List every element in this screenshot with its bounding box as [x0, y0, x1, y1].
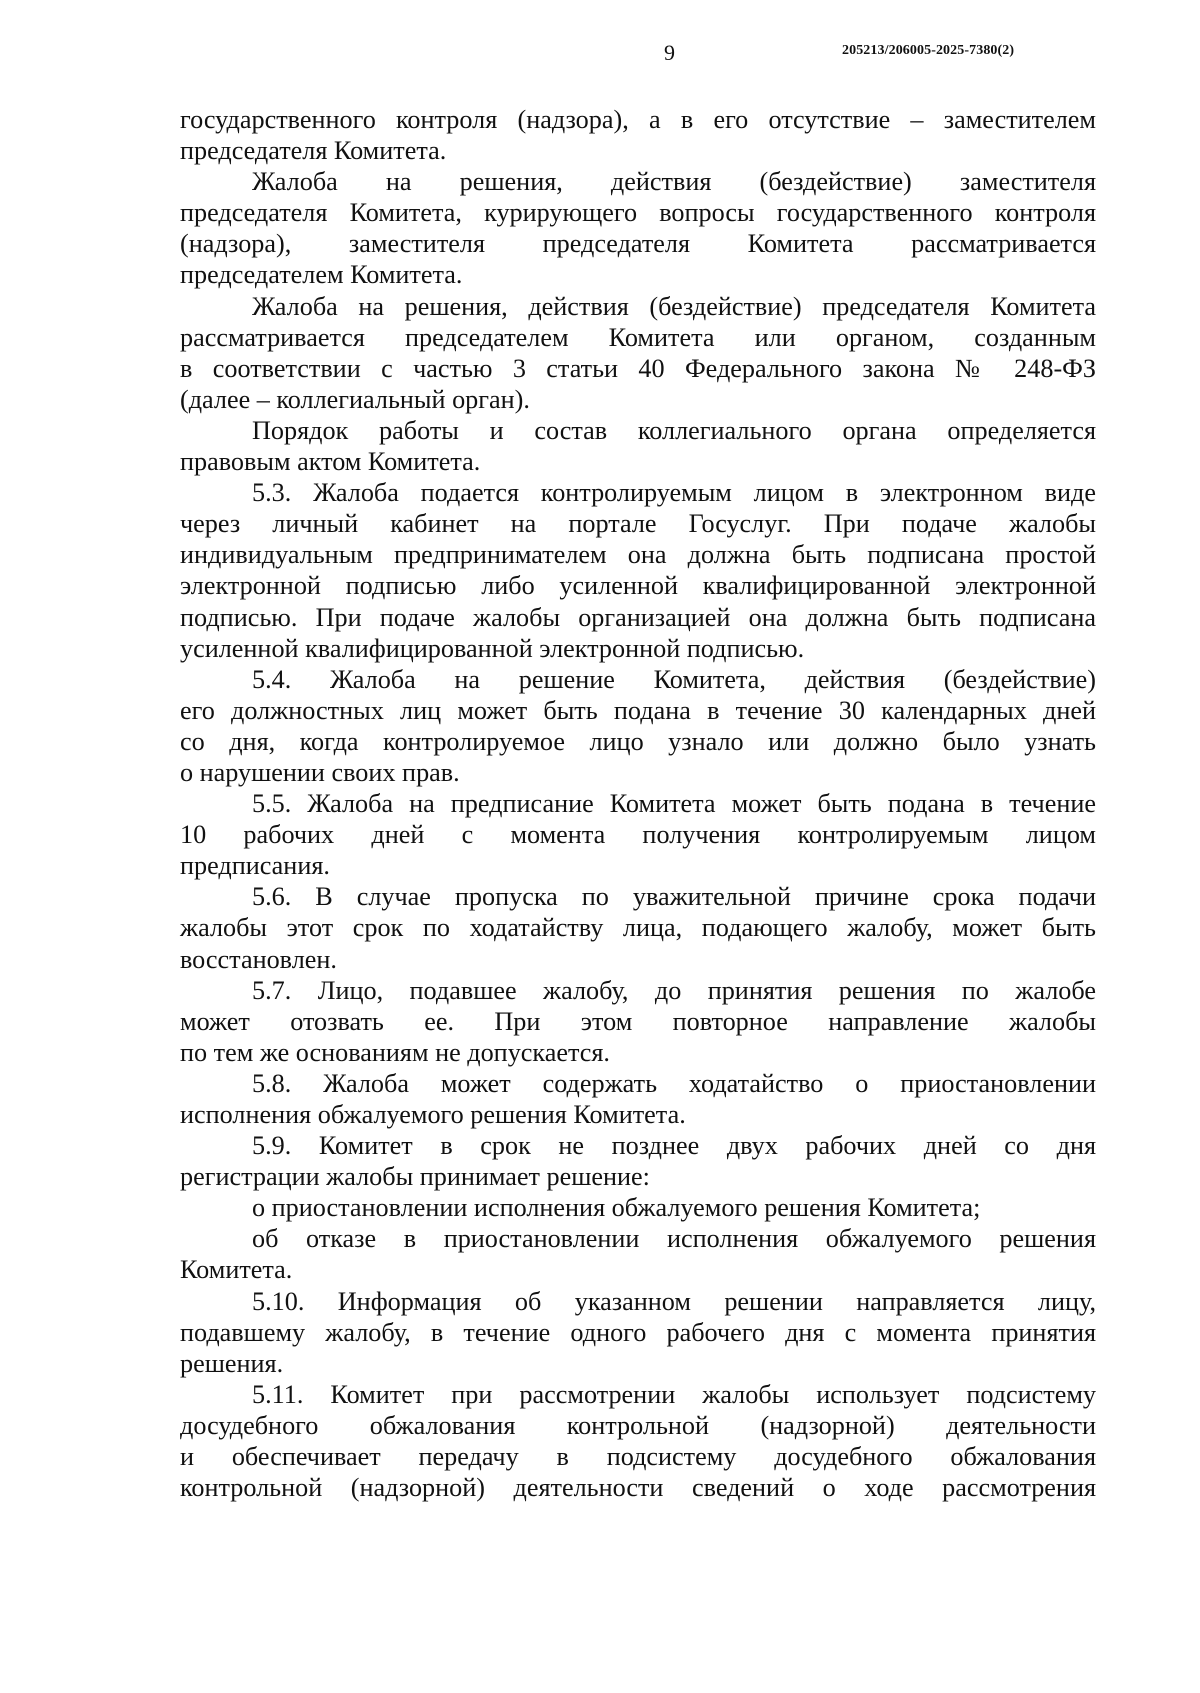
text-line: 5.6. В случае пропуска по уважительной причине срока подачи	[252, 882, 1096, 912]
text-line: председателем Комитета.	[180, 260, 463, 290]
text-line: усиленной квалифицированной электронной подписью.	[180, 633, 805, 663]
paragraph	[180, 1379, 1096, 1503]
paragraph	[180, 166, 1096, 290]
paragraph	[180, 664, 1096, 788]
text-line: досудебного обжалования контрольной (надзорной) деятельности	[180, 1410, 1096, 1440]
text-line: регистрации жалобы принимает решение:	[180, 1162, 650, 1192]
text-line: 5.7. Лицо, подавшее жалобу, до принятия решения по жалобе	[252, 975, 1096, 1005]
text-line: его должностных лиц может быть подана в течение 30 календарных дней	[180, 695, 1096, 725]
text-line: и обеспечивает передачу в подсистему досудебного обжалования	[180, 1442, 1096, 1472]
paragraph	[180, 881, 1096, 974]
paragraph	[180, 291, 1096, 415]
text-line: через личный кабинет на портале Госуслуг. При подаче жалобы	[180, 509, 1096, 539]
text-line: по тем же основаниям не допускается.	[180, 1037, 610, 1067]
text-line: подписью. При подаче жалобы организацией она должна быть подписана	[180, 602, 1096, 632]
text-line: об отказе в приостановлении исполнения обжалуемого решения	[252, 1224, 1096, 1254]
document-body	[180, 104, 1096, 1503]
paragraph	[180, 1192, 1096, 1223]
text-line: электронной подписью либо усиленной квалифицированной электронной	[180, 571, 1096, 601]
text-line: исполнения обжалуемого решения Комитета.	[180, 1100, 686, 1129]
text-line: рассматривается председателем Комитета или органом, созданным	[180, 322, 1096, 352]
text-line: 5.3. Жалоба подается контролируемым лицом в электронном виде	[252, 478, 1096, 508]
text-line: 10 рабочих дней с момента получения контролируемым лицом	[180, 820, 1096, 850]
text-line: (далее – коллегиальный орган).	[180, 384, 530, 414]
text-line: решения.	[180, 1348, 284, 1378]
paragraph	[180, 104, 1096, 166]
text-line: государственного контроля (надзора), а в его отсутствие – заместителем	[180, 105, 1096, 134]
text-line: о приостановлении исполнения обжалуемого решения Комитета;	[252, 1193, 981, 1223]
text-line: 5.5. Жалоба на предписание Комитета может быть подана в течение	[252, 789, 1096, 819]
paragraph	[180, 1068, 1096, 1130]
text-line: может отозвать ее. При этом повторное направление жалобы	[180, 1006, 1096, 1036]
text-line: жалобы этот срок по ходатайству лица, подающего жалобу, может быть	[180, 913, 1096, 943]
text-line: правовым актом Комитета.	[180, 447, 481, 477]
text-line: о нарушении своих прав.	[180, 757, 460, 787]
text-line: в соответствии с частью 3 статьи 40 Федерального закона № 248-ФЗ	[180, 353, 1096, 383]
text-line: (надзора), заместителя председателя Комитета рассматривается	[180, 229, 1096, 259]
paragraph	[180, 975, 1096, 1068]
text-line: подавшему жалобу, в течение одного рабочего дня с момента принятия	[180, 1317, 1096, 1347]
text-line: Жалоба на решения, действия (бездействие) заместителя	[252, 167, 1096, 197]
document-id: 205213/206005-2025-7380(2)	[842, 43, 1015, 58]
paragraph	[180, 415, 1096, 477]
paragraph	[180, 1130, 1096, 1192]
text-line: 5.9. Комитет в срок не позднее двух рабочих дней со дня	[252, 1131, 1096, 1161]
text-line: индивидуальным предпринимателем она должна быть подписана простой	[180, 540, 1096, 570]
page-number: 9	[664, 40, 675, 65]
text-line: предписания.	[180, 851, 330, 881]
text-line: Порядок работы и состав коллегиального органа определяется	[252, 415, 1096, 445]
text-line: председателя Комитета, курирующего вопросы государственного контроля	[180, 198, 1096, 228]
paragraph	[180, 477, 1096, 664]
text-line: со дня, когда контролируемое лицо узнало или должно было узнать	[180, 726, 1096, 756]
text-line: Жалоба на решения, действия (бездействие) председателя Комитета	[252, 291, 1096, 321]
text-line: восстановлен.	[180, 944, 337, 974]
text-line: Комитета.	[180, 1255, 293, 1285]
text-line: 5.4. Жалоба на решение Комитета, действия (бездействие)	[252, 664, 1096, 694]
paragraph	[180, 1223, 1096, 1285]
paragraph	[180, 1286, 1096, 1379]
text-line: контрольной (надзорной) деятельности сведений о ходе рассмотрения	[180, 1473, 1096, 1503]
text-line: 5.10. Информация об указанном решении направляется лицу,	[252, 1286, 1096, 1316]
text-line: 5.8. Жалоба может содержать ходатайство о приостановлении	[252, 1068, 1096, 1098]
paragraph	[180, 788, 1096, 881]
text-line: председателя Комитета.	[180, 136, 447, 166]
text-line: 5.11. Комитет при рассмотрении жалобы использует подсистему	[252, 1379, 1096, 1409]
